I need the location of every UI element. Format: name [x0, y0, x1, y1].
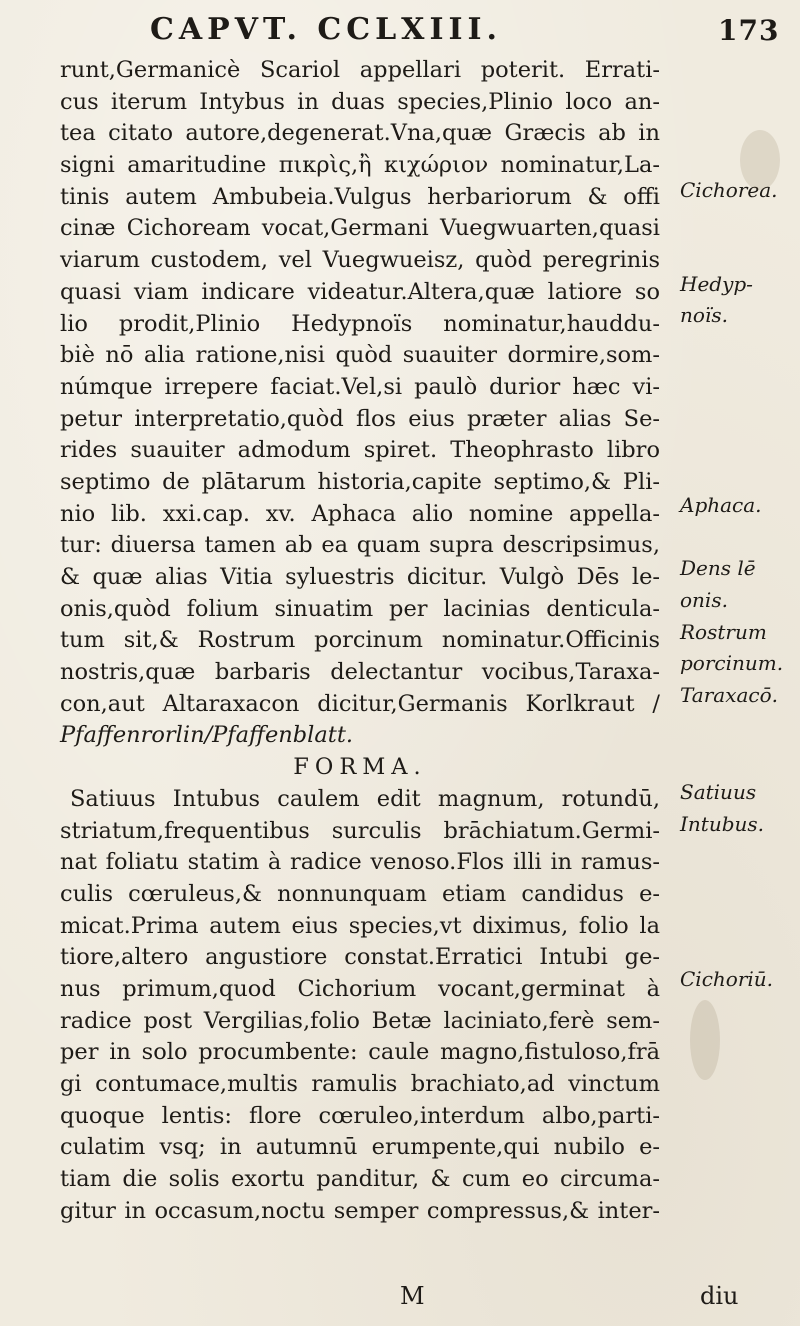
text-line: nostris,quæ barbaris delectantur vocibus,Taraxa-	[60, 659, 660, 686]
text-line: signi amaritudine πικρὶς,ἢ κιχώριον nominatur,La-	[60, 152, 660, 179]
margin-note: Taraxacō.	[680, 683, 778, 707]
margin-note: Cichorea.	[680, 178, 778, 202]
text-line: gitur in occasum,noctu semper compressus,& inter-	[60, 1197, 660, 1224]
main-text-block	[60, 55, 660, 1227]
text-line: Pfaffenrorlin/Pfaffenblatt.	[60, 722, 354, 749]
paper-stain	[690, 1000, 720, 1080]
text-line: con,aut Altaraxacon dicitur,Germanis Korlkraut /	[60, 690, 660, 717]
text-line: culatim vsq; in autumnū erumpente,qui nubilo e-	[60, 1134, 660, 1161]
text-line: nio lib. xxi.cap. xv. Aphaca alio nomine appella-	[60, 500, 660, 527]
text-line: cinæ Cichoream vocat,Germani Vuegwuarten,quasi	[60, 215, 660, 242]
margin-note: Satiuus	[680, 780, 757, 804]
signature-mark: M	[400, 1282, 425, 1310]
text-line: & quæ alias Vitia syluestris dicitur. Vulgò Dēs le-	[60, 564, 660, 590]
margin-note: Intubus.	[680, 812, 765, 836]
margin-note: Hedyp-	[680, 272, 753, 296]
catchword: diu	[700, 1282, 739, 1310]
text-line: biè nō alia ratione,nisi quòd suauiter dormire,som-	[60, 342, 660, 369]
text-line: onis,quòd folium sinuatim per lacinias denticula-	[60, 595, 660, 622]
paper-stain	[740, 130, 780, 190]
text-line: tea citato autore,degenerat.Vna,quæ Græcis ab in	[60, 120, 660, 147]
margin-note: noïs.	[680, 303, 728, 327]
text-line: striatum,frequentibus surculis brāchiatum.Germi-	[60, 817, 660, 844]
margin-note: Rostrum	[680, 620, 767, 644]
text-line: tur: diuersa tamen ab ea quam supra descripsimus,	[60, 532, 660, 559]
text-line: númque irrepere faciat.Vel,si paulò durior hæc vi-	[60, 373, 660, 400]
text-line: Satiuus Intubus caulem edit magnum, rotundū,	[70, 785, 660, 812]
page-number: 173	[718, 14, 780, 47]
margin-note: porcinum.	[680, 651, 784, 675]
running-head: CAPVT. CCLXIII.	[150, 12, 503, 47]
text-line: radice post Vergilias,folio Betæ laciniato,ferè sem-	[60, 1007, 660, 1034]
margin-note: Dens lē	[680, 556, 756, 580]
text-line: cus iterum Intybus in duas species,Plinio loco an-	[60, 88, 660, 115]
text-line: nus primum,quod Cichorium vocant,germinat à	[60, 975, 660, 1002]
text-line: septimo de plātarum historia,capite septimo,& Pli-	[60, 468, 660, 495]
text-line: runt,Germanicè Scariol appellari poterit. Errati-	[60, 57, 660, 83]
text-line: lio prodit,Plinio Hedypnoïs nominatur,hauddu-	[60, 310, 660, 337]
margin-note: onis.	[680, 588, 728, 612]
text-line: per in solo procumbente: caule magno,fistuloso,frā	[60, 1039, 660, 1066]
text-line: quoque lentis: flore cœruleo,interdum albo,parti-	[60, 1102, 660, 1129]
text-line: nat foliatu statim à radice venoso.Flos illi in ramus-	[60, 849, 660, 876]
text-line: tum sit,& Rostrum porcinum nominatur.Officinis	[60, 627, 660, 654]
text-line: tiam die solis exortu panditur, & cum eo circuma-	[60, 1166, 660, 1193]
text-line: tinis autem Ambubeia.Vulgus herbariorum & offi	[60, 183, 660, 210]
margin-note: Aphaca.	[680, 493, 762, 517]
text-line: quasi viam indicare videatur.Altera,quæ latiore so	[60, 278, 660, 305]
text-line: tiore,altero angustiore constat.Erratici Intubi ge-	[60, 944, 660, 971]
text-line: rides suauiter admodum spiret. Theophrasto libro	[60, 437, 660, 464]
text-line: petur interpretatio,quòd flos eius præter alias Se-	[60, 405, 660, 432]
section-heading: FORMA.	[293, 754, 427, 781]
text-line: viarum custodem, vel Vuegwueisz, quòd peregrinis	[60, 247, 660, 274]
text-line: gi contumace,multis ramulis brachiato,ad vinctum	[60, 1071, 660, 1097]
text-line: culis cœruleus,& nonnunquam etiam candidus e-	[60, 880, 660, 907]
margin-note: Cichoriū.	[680, 967, 774, 991]
text-line: micat.Prima autem eius species,vt diximus, folio la	[60, 912, 660, 939]
